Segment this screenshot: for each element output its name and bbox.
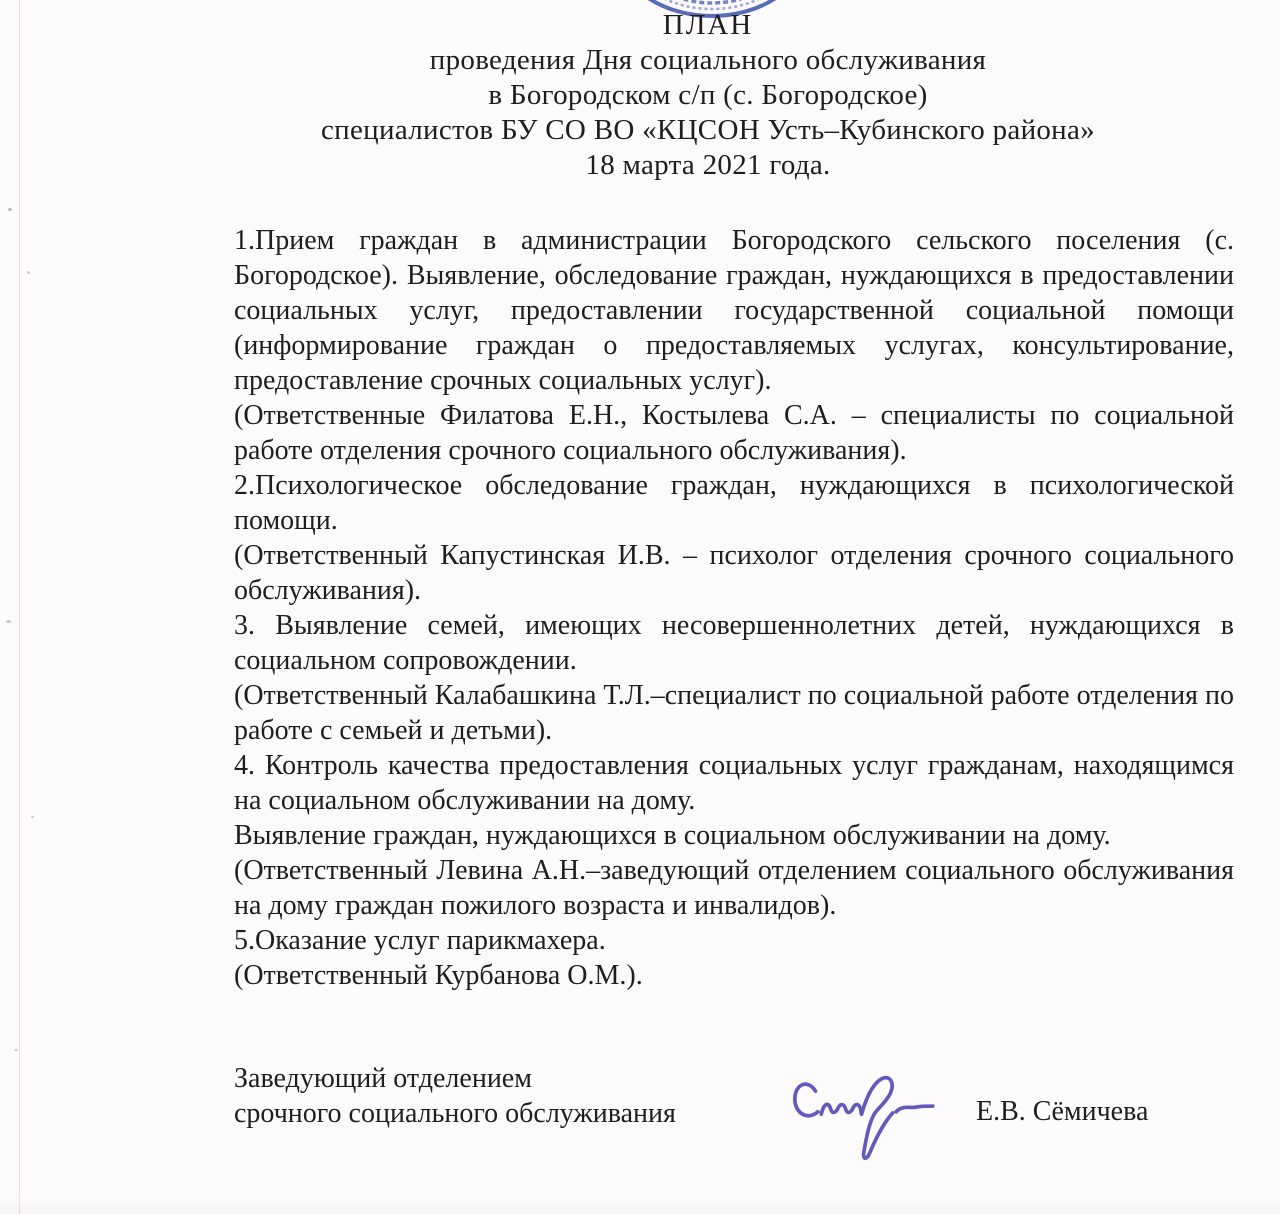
title-line: проведения Дня социального обслуживания	[429, 44, 987, 76]
body-paragraph: 1.Прием граждан в администрации Богородского сельского поселения (с. Богородское). Выявление, обследование граждан, нуждающихся в предоставлении социальных услуг, предоставлении государственной социальной помощи (информирование граждан о предоставляемых услугах, консультирование, предоставление срочных социальных услуг).	[234, 225, 1234, 396]
scan-speck	[31, 816, 34, 818]
title-line: ПЛАН	[662, 9, 754, 41]
body-paragraph: 3. Выявление семей, имеющих несовершеннолетних детей, нуждающихся в социальном сопровождении.	[234, 610, 1234, 676]
document-body	[234, 223, 1234, 993]
body-paragraph: (Ответственный Курбанова О.М.).	[234, 960, 643, 991]
body-paragraph: Выявление граждан, нуждающихся в социальном обслуживании на дому.	[234, 820, 1111, 851]
handwritten-signature	[790, 1075, 940, 1167]
scan-edge-artifact	[19, 0, 20, 1214]
title-line: в Богородском с/п (с. Богородское)	[488, 79, 928, 111]
signer-position-line: Заведующий отделением	[234, 1063, 532, 1094]
scan-speck	[6, 620, 11, 623]
scan-speck	[8, 208, 12, 211]
body-paragraph: (Ответственные Филатова Е.Н., Костылева С.А. – специалисты по социальной работе отделения срочного социального обслуживания).	[234, 400, 1234, 466]
body-paragraph: 4. Контроль качества предоставления социальных услуг гражданам, находящимся на социальном обслуживании на дому.	[234, 750, 1234, 816]
signer-name: Е.В. Сёмичева	[976, 1096, 1149, 1127]
signer-position-line: срочного социального обслуживания	[234, 1098, 676, 1129]
scan-speck	[27, 271, 30, 274]
body-paragraph: (Ответственный Калабашкина Т.Л.–специалист по социальной работе отделения по работе с семьей и детьми).	[234, 680, 1234, 746]
title-line: 18 марта 2021 года.	[585, 149, 831, 181]
body-paragraph: (Ответственный Капустинская И.В. – психолог отделения срочного социального обслуживания).	[234, 540, 1234, 606]
body-paragraph: 2.Психологическое обследование граждан, нуждающихся в психологической помощи.	[234, 470, 1234, 536]
signature-block	[234, 1061, 1234, 1181]
title-line: специалистов БУ СО ВО «КЦСОН Усть–Кубинского района»	[321, 114, 1095, 146]
body-paragraph: 5.Оказание услуг парикмахера.	[234, 925, 606, 956]
document-content	[234, 8, 1234, 1181]
document-title-block	[208, 8, 1208, 183]
scan-speck	[14, 1049, 18, 1051]
body-paragraph: (Ответственный Левина А.Н.–заведующий отделением социального обслуживания на дому граждан пожилого возраста и инвалидов).	[234, 855, 1234, 921]
